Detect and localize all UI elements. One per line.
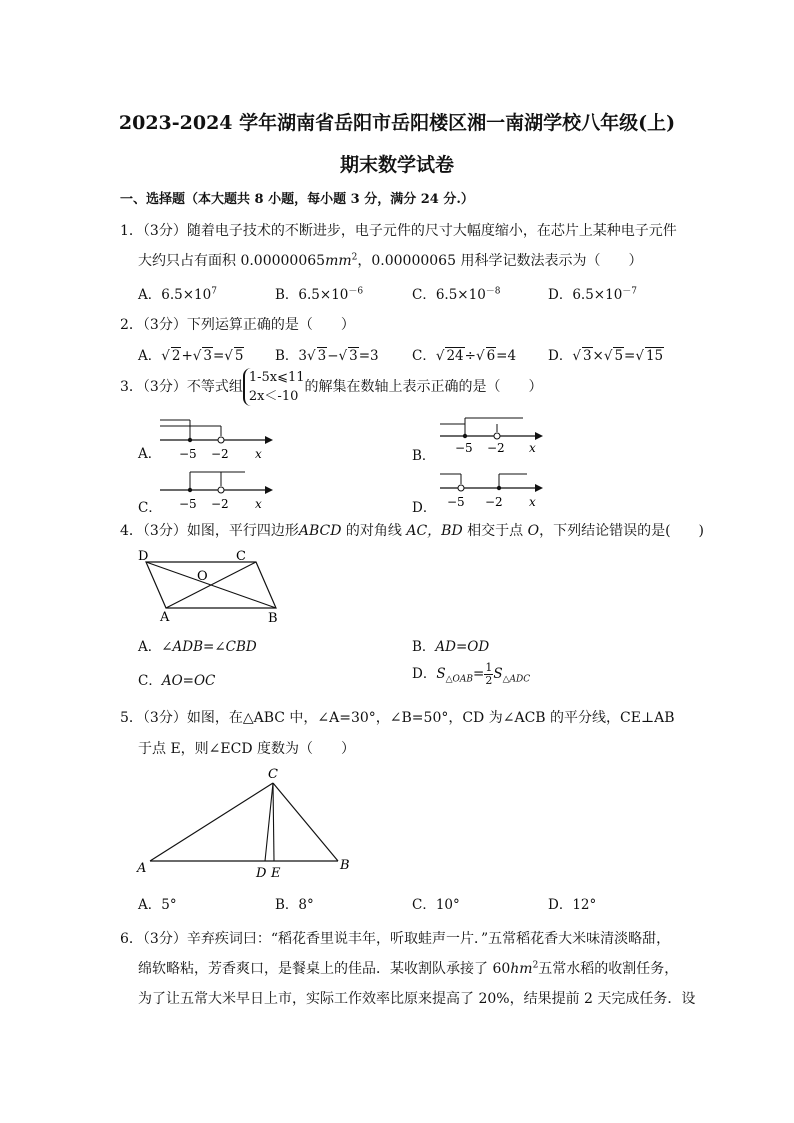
q5-option-c[interactable]: C．10° bbox=[412, 897, 460, 913]
section-heading: 一、选择题（本大题共 8 小题，每小题 3 分，满分 24 分.） bbox=[120, 192, 474, 207]
q3-option-a-numberline bbox=[155, 412, 275, 462]
q1-option-d[interactable]: D．$6.5\times 10^{-7}$ bbox=[548, 286, 638, 303]
svg-text:x: x bbox=[255, 497, 262, 511]
q1-line2: 大约只占有面积 $0.00000065mm^2$，0.00000065 用科学记数法表示为（ ） bbox=[138, 252, 643, 269]
exam-title-line1: 2023-2024 学年湖南省岳阳市岳阳楼区湘一南湖学校八年级(上) bbox=[118, 112, 676, 134]
q6-line2: 绵软略粘，芳香爽口，是餐桌上的佳品．某收割队承接了 $60hm^2$五常水稻的收割任务， bbox=[138, 960, 679, 977]
q4-option-b[interactable]: B．AD=OD bbox=[412, 639, 490, 655]
q4-stem: 4．（3分）如图，平行四边形ABCD 的对角线 AC，BD 相交于点 O，下列结论错误的是( ) bbox=[120, 523, 705, 539]
q1-option-a[interactable]: A．$6.5\times 10^7$ bbox=[138, 286, 217, 303]
q4-option-c[interactable]: C．AO=OC bbox=[138, 673, 216, 689]
q5-triangle-figure bbox=[135, 765, 360, 880]
inequality-system: 1-5x⩽11 2x＜-10 bbox=[243, 368, 305, 406]
svg-text:A: A bbox=[160, 610, 170, 625]
svg-text:−2: −2 bbox=[211, 447, 229, 461]
q1-option-c[interactable]: C．$6.5\times 10^{-8}$ bbox=[412, 286, 501, 303]
q3-option-c-label[interactable]: C． bbox=[138, 500, 162, 516]
q3-option-a-label[interactable]: A． bbox=[138, 446, 162, 462]
svg-text:B: B bbox=[340, 858, 350, 873]
q5-line1: 5．（3分）如图，在△ABC 中，∠A=30°，∠B=50°，CD 为∠ACB 的平分线，CE⊥AB bbox=[120, 710, 675, 726]
svg-text:−5: −5 bbox=[179, 497, 197, 511]
svg-text:C: C bbox=[268, 767, 278, 782]
q3-option-c-numberline bbox=[155, 468, 275, 514]
svg-text:D: D bbox=[138, 549, 149, 564]
q1-line1: 1．（3分）随着电子技术的不断进步，电子元件的尺寸大幅度缩小，在芯片上某种电子元件 bbox=[120, 223, 677, 239]
q5-option-a[interactable]: A．5° bbox=[138, 897, 177, 913]
svg-text:A: A bbox=[137, 861, 147, 876]
svg-text:−2: −2 bbox=[485, 495, 503, 509]
q3-stem: 3．（3分）不等式组 1-5x⩽11 2x＜-10 的解集在数轴上表示正确的是（ ） bbox=[120, 370, 543, 404]
q3-option-b-label[interactable]: B． bbox=[412, 448, 436, 464]
svg-text:−5: −5 bbox=[179, 447, 197, 461]
q2-option-a[interactable]: A．√ 2+√ 3=√ 5 bbox=[138, 348, 244, 364]
svg-text:−2: −2 bbox=[487, 441, 505, 455]
q2-stem: 2．（3分）下列运算正确的是（ ） bbox=[120, 317, 355, 333]
q6-line3: 为了让五常大米早日上市，实际工作效率比原来提高了 20%，结果提前 2 天完成任务．设 bbox=[138, 991, 696, 1007]
svg-text:x: x bbox=[255, 447, 262, 461]
svg-text:B: B bbox=[268, 611, 278, 626]
q4-option-d[interactable]: D．$S_{\triangle OAB}=$ $\frac{1}{2}$ $S_{\triangle ADC}$ bbox=[412, 661, 531, 687]
q2-option-b[interactable]: B．3√ 3−√ 3=3 bbox=[275, 348, 379, 364]
q6-line1: 6．（3分）辛弃疾词曰：“稻花香里说丰年，听取蛙声一片．”五常稻花香大米味清淡略甜， bbox=[120, 931, 671, 947]
q5-line2: 于点 E，则∠ECD 度数为（ ） bbox=[138, 741, 356, 757]
exam-title-line2: 期末数学试卷 bbox=[339, 154, 454, 176]
q3-option-d-label[interactable]: D． bbox=[412, 500, 437, 516]
svg-text:C: C bbox=[236, 549, 246, 564]
q3-option-b-numberline bbox=[435, 414, 550, 460]
q2-option-c[interactable]: C．√ 24÷√ 6=4 bbox=[412, 348, 517, 364]
svg-text:x: x bbox=[529, 495, 536, 509]
q2-option-d[interactable]: D．√ 3×√ 5=√ 15 bbox=[548, 348, 664, 364]
q5-option-d[interactable]: D．12° bbox=[548, 897, 597, 913]
q5-option-b[interactable]: B．8° bbox=[275, 897, 314, 913]
svg-text:D: D bbox=[256, 866, 267, 880]
svg-text:−2: −2 bbox=[211, 497, 229, 511]
svg-text:E: E bbox=[271, 866, 281, 880]
q4-option-a[interactable]: A．∠ADB=∠CBD bbox=[138, 639, 257, 655]
svg-text:x: x bbox=[529, 441, 536, 455]
svg-text:−5: −5 bbox=[455, 441, 473, 455]
q3-option-d-numberline bbox=[435, 466, 550, 512]
svg-text:O: O bbox=[197, 569, 208, 584]
q4-parallelogram-figure bbox=[130, 542, 290, 627]
svg-text:−5: −5 bbox=[447, 495, 465, 509]
q1-option-b[interactable]: B．$6.5\times 10^{-6}$ bbox=[275, 286, 364, 303]
